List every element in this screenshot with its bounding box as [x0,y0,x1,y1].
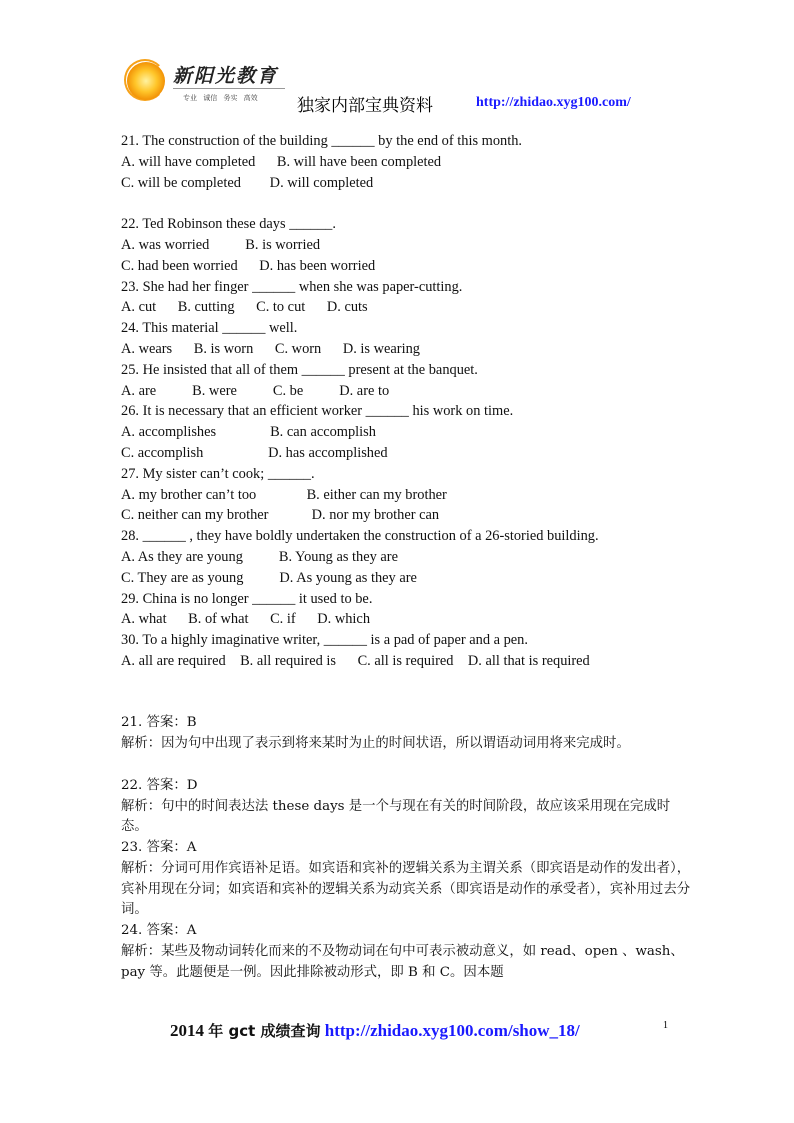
answer-line: 22. 答案：D [121,777,198,793]
spacer [121,672,691,693]
footer-link[interactable]: http://zhidao.xyg100.com/show_18/ [324,1021,580,1040]
option-line: A. As they are young B. Young as they are [121,548,398,565]
question-line: 22. Ted Robinson these days ______. [121,216,336,233]
option-line: C. neither can my brother D. nor my brother can [121,507,440,524]
option-line: A. all are required B. all required is C. all is required D. all that is required [121,652,590,669]
blank-line [121,755,691,776]
question-line: 26. It is necessary that an efficient worker ______ his work on time. [121,403,514,420]
option-line: A. wears B. is worn C. worn D. is wearing [121,340,420,357]
option-line: A. was worried B. is worried [121,236,321,253]
question-line: 28. ______ , they have boldly undertaken the construction of a 26-storied building. [121,528,599,545]
logo-divider [173,88,285,89]
header-link[interactable]: http://zhidao.xyg100.com/ [476,95,631,110]
spacer [121,693,691,714]
answer-list [121,713,691,983]
option-line: C. They are as young D. As young as they are [121,569,417,586]
header-title: 独家内部宝典资料 [297,96,433,116]
option-line: C. will be completed D. will completed [121,174,374,191]
document-body [121,131,691,984]
logo-slogan: 专业 诚信 务实 高效 [183,94,258,102]
logo [127,58,297,110]
explanation-text: 解析：某些及物动词转化而来的不及物动词在句中可表示被动意义，如 read、open 、wash、pay 等。此题便是一例。因此排除被动形式，即 B 和 C。因本题 [121,944,684,980]
question-line: 29. China is no longer ______ it used to be. [121,590,373,607]
option-line: A. will have completed B. will have been completed [121,153,442,170]
footer-text: 年 gct 成绩查询 [208,1022,321,1040]
answer-line: 21. 答案：B [121,715,197,731]
explanation-text: 解析：句中的时间表达法 these days 是一个与现在有关的时间阶段，故应该采用现在完成时态。 [121,798,671,835]
question-line: 24. This material ______ well. [121,320,298,337]
question-list [121,131,691,672]
page-number: 1 [663,1020,668,1031]
logo-name: 新阳光教育 [173,65,279,87]
question-line: 21. The construction of the building ______ by the end of this month. [121,133,523,149]
option-line: C. accomplish D. has accomplished [121,444,388,461]
option-line: A. my brother can’t too B. either can my brother [121,486,447,503]
answer-line: 24. 答案：A [121,923,197,939]
question-line: 30. To a highly imaginative writer, ______ is a pad of paper and a pen. [121,632,528,649]
blank-line [121,193,691,214]
option-line: A. accomplishes B. can accomplish [121,424,376,441]
footer-year: 2014 [170,1021,204,1040]
question-line: 23. She had her finger ______ when she was paper-cutting. [121,278,463,295]
answer-line: 23. 答案：A [121,840,197,856]
question-line: 25. He insisted that all of them ______ present at the banquet. [121,361,478,378]
question-line: 27. My sister can’t cook; ______. [121,465,315,482]
explanation-text: 解析：分词可用作宾语补足语。如宾语和宾补的逻辑关系为主谓关系（即宾语是动作的发出者），宾补用现在分词；如宾语和宾补的逻辑关系为动宾关系（即宾语是动作的承受者），宾补用过去分词。 [121,860,691,918]
option-line: A. cut B. cutting C. to cut D. cuts [121,299,368,316]
footer [170,1020,580,1041]
option-line: C. had been worried D. has been worried [121,257,376,274]
option-line: A. what B. of what C. if D. which [121,611,371,628]
explanation-text: 解析：因为句中出现了表示到将来某时为止的时间状语，所以谓语动词用将来完成时。 [121,736,630,752]
option-line: A. are B. were C. be D. are to [121,382,390,399]
sun-logo-icon [127,62,165,100]
